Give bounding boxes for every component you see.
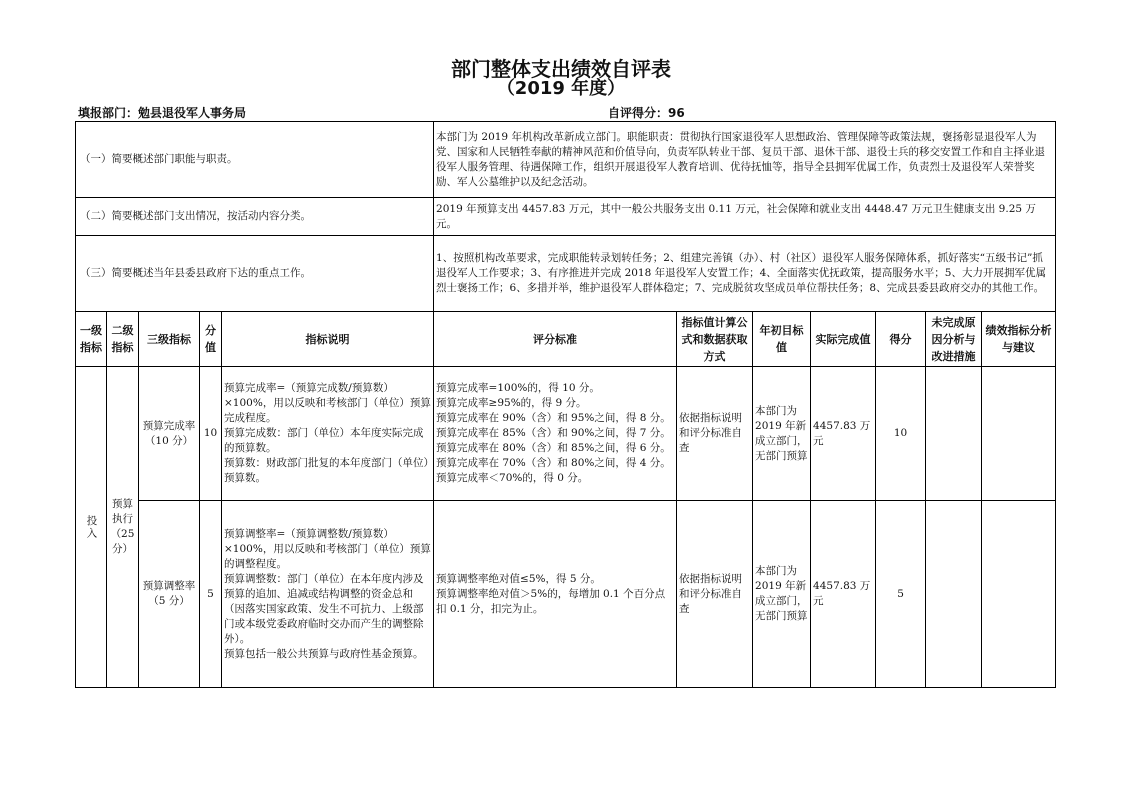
header-actual: 实际完成值 [811,312,876,367]
overview-question: （三）简要概述当年县委县政府下达的重点工作。 [76,236,434,312]
header-desc: 指标说明 [222,312,434,367]
level1-cell [76,367,107,688]
actual-cell: 4457.83 万元 [811,367,876,501]
reason-cell [926,501,982,688]
advice-cell [982,501,1056,688]
overview-row-1 [76,122,1056,198]
target-cell: 本部门为 2019 年新成立部门，无部门预算 [753,501,811,688]
overview-question: （一）简要概述部门职能与职责。 [76,122,434,198]
page-subtitle: （2019 年度） [496,78,626,99]
page-title: 部门整体支出绩效自评表 [451,57,671,81]
target-cell: 本部门为 2019 年新成立部门，无部门预算 [753,367,811,501]
level3-cell: 预算调整率（5 分） [139,501,200,688]
table-header-row [76,312,1056,367]
advice-cell [982,367,1056,501]
header-method: 指标值计算公式和数据获取方式 [677,312,753,367]
header-target: 年初目标值 [753,312,811,367]
header-score: 得分 [876,312,926,367]
overview-answer: 1、按照机构改革要求，完成职能转录划转任务；2、组建完善镇（办）、村（社区）退役军人服务保障体系，抓好落实“五级书记”抓退役军人工作要求；3、有序推进并完成 2018 年退役军人安置工作；4、全面落实优抚政策，提高服务水平；5、大力开展拥军优属烈士褒扬工作；6、多措并举，维护退役军人群体稳定；7、完成脱贫攻坚成员单位帮扶任务；8、完成县委县政府交办的其他工作。 [434,236,1056,312]
method-cell: 依据指标说明和评分标准自查 [677,501,753,688]
dept-label: 填报部门：勉县退役军人事务局 [78,106,247,120]
method-cell: 依据指标说明和评分标准自查 [677,367,753,501]
criteria-cell: 预算调整率绝对值≤5%，得 5 分。 预算调整率绝对值＞5%的，每增加 0.1 个百分点扣 0.1 分，扣完为止。 [434,501,677,688]
actual-cell: 4457.83 万元 [811,501,876,688]
score-label: 自评得分：96 [608,106,685,120]
overview-row-2 [76,198,1056,236]
header-advice: 绩效指标分析与建议 [982,312,1056,367]
desc-cell: 预算完成率=（预算完成数/预算数）×100%，用以反映和考核部门（单位）预算完成程度。 预算完成数：部门（单位）本年度实际完成的预算数。 预算数：财政部门批复的本年度部门（单位）预算数。 [222,367,434,501]
overview-answer: 2019 年预算支出 4457.83 万元，其中一般公共服务支出 0.11 万元，社会保障和就业支出 4448.47 万元卫生健康支出 9.25 万元。 [434,198,1056,236]
table-row [76,367,1056,501]
level1-label: 投入 [85,514,98,540]
criteria-cell: 预算完成率=100%的，得 10 分。 预算完成率≥95%的，得 9 分。 预算完成率在 90%（含）和 95%之间，得 8 分。 预算完成率在 85%（含）和 90%之间，得 7 分。 预算完成率在 80%（含）和 85%之间，得 6 分。 预算完成率在 70%（含）和 80%之间，得 4 分。 预算完成率＜70%的，得 0 分。 [434,367,677,501]
header-level2: 二级指标 [107,312,139,367]
header-points: 分值 [200,312,222,367]
desc-cell: 预算调整率=（预算调整数/预算数）×100%，用以反映和考核部门（单位）预算的调整程度。 预算调整数：部门（单位）在本年度内涉及预算的追加、追减或结构调整的资金总和（因落实国家政策、发生不可抗力、上级部门或本级党委政府临时交办而产生的调整除外）。 预算包括一般公共预算与政府性基金预算。 [222,501,434,688]
reason-cell [926,367,982,501]
points-cell: 10 [200,367,222,501]
overview-answer: 本部门为 2019 年机构改革新成立部门。职能职责：贯彻执行国家退役军人思想政治、管理保障等政策法规，褒扬彰显退役军人为党、国家和人民牺牲奉献的精神风范和价值导向，负责军队转业干部、复员干部、退休干部、退役士兵的移交安置工作和自主择业退役军人服务管理、待遇保障工作，组织开展退役军人教育培训、优待抚恤等，指导全县拥军优属工作，负责烈士及退役军人荣誉奖励、军人公墓维护以及纪念活动。 [434,122,1056,198]
score-cell: 10 [876,367,926,501]
header-criteria: 评分标准 [434,312,677,367]
score-cell: 5 [876,501,926,688]
header-level3: 三级指标 [139,312,200,367]
header-level1: 一级指标 [76,312,107,367]
evaluation-table [75,121,1056,688]
points-cell: 5 [200,501,222,688]
overview-question: （二）简要概述部门支出情况，按活动内容分类。 [76,198,434,236]
overview-row-3 [76,236,1056,312]
header-reason: 未完成原因分析与改进措施 [926,312,982,367]
level3-cell: 预算完成率（10 分） [139,367,200,501]
level2-cell: 预算执行（25分） [107,367,139,688]
table-row [76,501,1056,688]
